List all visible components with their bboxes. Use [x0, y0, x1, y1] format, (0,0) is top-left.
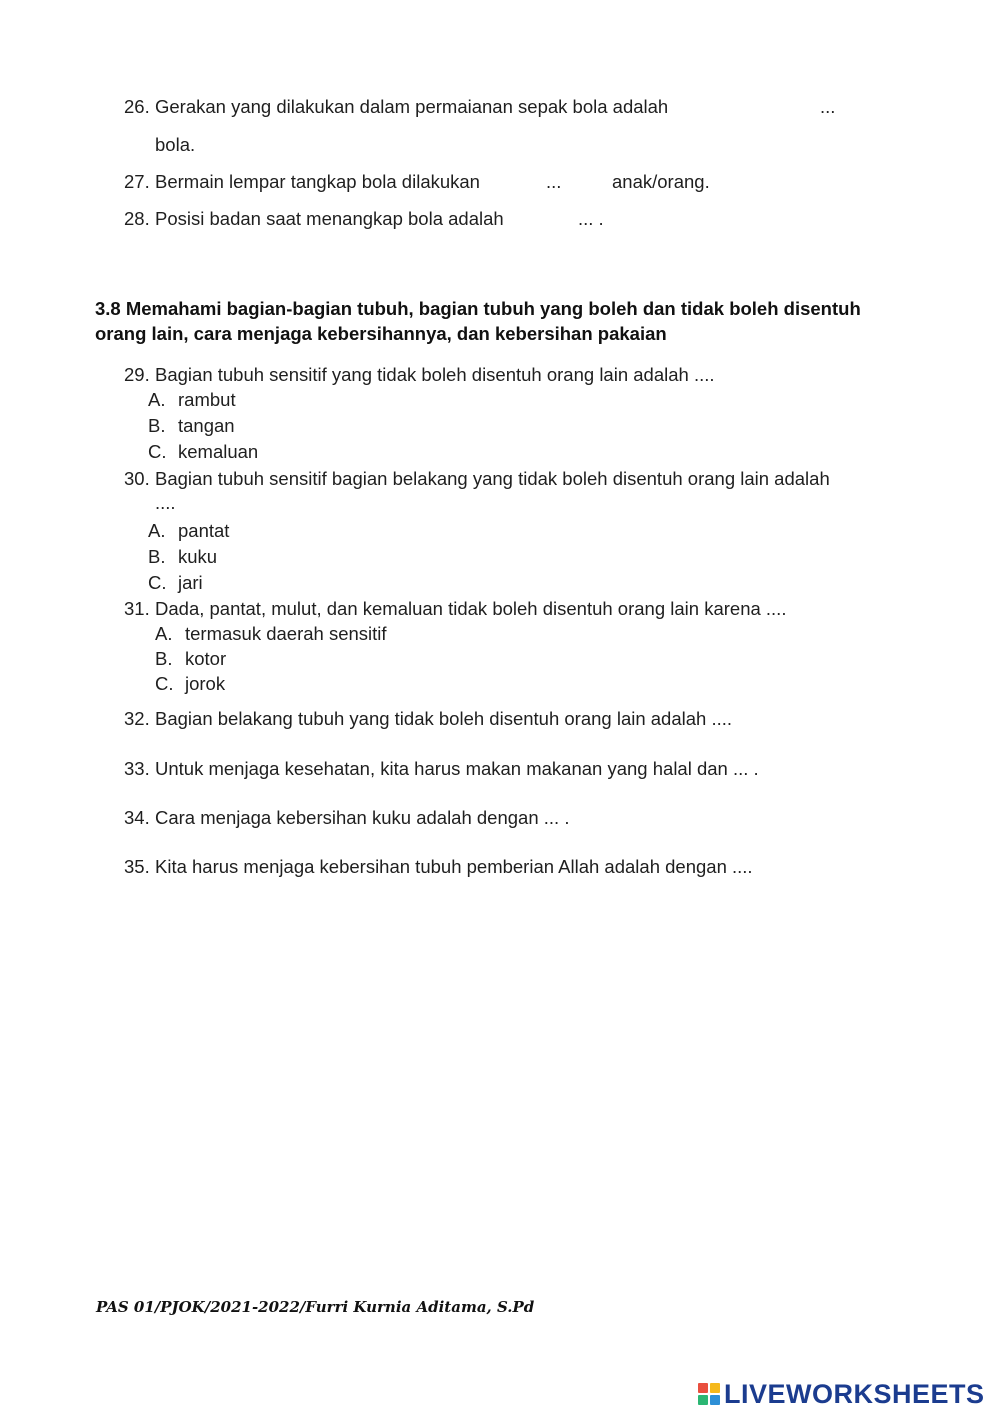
question-text: Bagian tubuh sensitif yang tidak boleh disentuh orang lain adalah ....: [155, 364, 715, 385]
option-letter: C.: [148, 572, 167, 593]
question-text: Gerakan yang dilakukan dalam permaianan sepak bola adalah: [155, 96, 669, 117]
option-letter: B.: [155, 648, 173, 669]
question-text: Bagian belakang tubuh yang tidak boleh disentuh orang lain adalah ....: [155, 708, 733, 729]
question-number: 34.: [124, 807, 150, 828]
option-letter: A.: [148, 520, 166, 541]
question-number: 35.: [124, 856, 150, 877]
option-text: pantat: [178, 520, 230, 541]
question-number: 33.: [124, 758, 150, 779]
option-letter: A.: [155, 623, 173, 644]
option-letter: C.: [148, 441, 167, 462]
question-text: Untuk menjaga kesehatan, kita harus makan makanan yang halal dan ... .: [155, 758, 759, 779]
question-number: 32.: [124, 708, 150, 729]
question-number: 30.: [124, 468, 150, 489]
question-number: 31.: [124, 598, 150, 619]
question-text: Bermain lempar tangkap bola dilakukan: [155, 171, 480, 192]
question-text: Bagian tubuh sensitif bagian belakang yang tidak boleh disentuh orang lain adalah: [155, 468, 830, 489]
option-text: kuku: [178, 546, 218, 567]
question-text: Posisi badan saat menangkap bola adalah: [155, 208, 504, 229]
question-continuation: bola.: [155, 134, 196, 155]
option-text: termasuk daerah sensitif: [185, 623, 387, 644]
answer-blank: ... .: [578, 208, 604, 229]
answer-blank: ...: [820, 96, 836, 117]
liveworksheets-logo-icon: [698, 1383, 720, 1405]
brand-name: LIVEWORKSHEETS: [724, 1378, 985, 1409]
question-text: Kita harus menjaga kebersihan tubuh pemberian Allah adalah dengan ....: [155, 856, 753, 877]
document-footer: PAS 01/PJOK/2021-2022/Furri Kurnia Aditama, S.Pd: [96, 1298, 535, 1316]
option-text: jorok: [185, 673, 226, 694]
option-letter: C.: [155, 673, 174, 694]
question-number: 27.: [124, 171, 150, 192]
option-text: kemaluan: [178, 441, 259, 462]
question-number: 28.: [124, 208, 150, 229]
question-text: Cara menjaga kebersihan kuku adalah dengan ... .: [155, 807, 570, 828]
option-letter: B.: [148, 415, 166, 436]
option-letter: A.: [148, 389, 166, 410]
question-number: 26.: [124, 96, 150, 117]
liveworksheets-brand: [698, 1378, 985, 1410]
option-text: jari: [178, 572, 203, 593]
option-text: tangan: [178, 415, 235, 436]
option-text: rambut: [178, 389, 236, 410]
option-text: kotor: [185, 648, 227, 669]
question-continuation: ....: [155, 492, 176, 513]
option-letter: B.: [148, 546, 166, 567]
question-text: Dada, pantat, mulut, dan kemaluan tidak boleh disentuh orang lain karena ....: [155, 598, 787, 619]
question-number: 29.: [124, 364, 150, 385]
section-heading: 3.8 Memahami bagian-bagian tubuh, bagian tubuh yang boleh dan tidak boleh disentuh orang lain, cara menjaga kebersihannya, dan kebersihan pakaian: [95, 298, 861, 344]
answer-blank: ...: [546, 171, 562, 192]
question-suffix: anak/orang.: [612, 171, 710, 192]
